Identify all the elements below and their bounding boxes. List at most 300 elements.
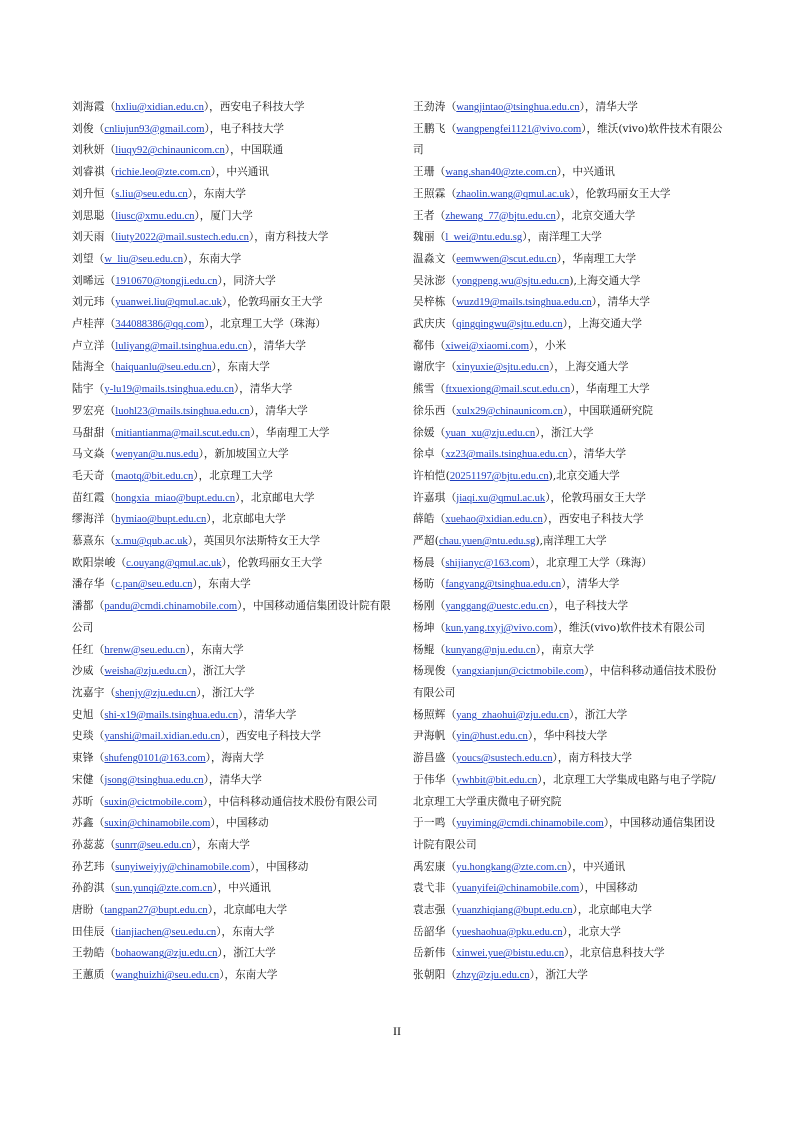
contributor-affiliation: 浙江大学 (212, 686, 255, 699)
contributor-email-link[interactable]: kunyang@nju.edu.cn (445, 644, 536, 656)
contributor-email-link[interactable]: yu.hongkang@zte.com.cn (456, 861, 567, 873)
contributor-email-link[interactable]: yuanyifei@chinamobile.com (456, 883, 580, 895)
contributor-email-link[interactable]: zhaolin.wang@qmul.ac.uk (456, 188, 570, 200)
contributor-affiliation: 中国移动 (595, 882, 638, 895)
close-paren: ）， (210, 817, 227, 830)
contributor-email-link[interactable]: shufeng0101@163.com (104, 753, 206, 765)
contributor-name: 潘都 (72, 600, 94, 613)
open-paren: （ (445, 252, 457, 265)
contributor-email-link[interactable]: yuan_xu@zju.edu.cn (445, 427, 536, 439)
close-paren: ）， (535, 426, 552, 439)
contributor-email-link[interactable]: ywhbit@bit.edu.cn (456, 774, 538, 786)
contributor-affiliation: 维沃(vivo)软件技术有限公司 (569, 621, 705, 634)
close-paren: ）， (185, 643, 202, 656)
close-paren: ）， (203, 101, 220, 113)
contributor-affiliation: 东南大学 (208, 578, 251, 591)
contributor-email-link[interactable]: youcs@sustech.edu.cn (456, 753, 553, 765)
open-paren: （ (104, 426, 116, 439)
contributor-affiliation: 中国联通 (240, 144, 284, 157)
contributor-email-link[interactable]: suxin@cictmobile.com (104, 796, 203, 808)
contributor-entry (72, 574, 392, 596)
contributor-email-link[interactable]: 344088386@qq.com (115, 319, 205, 331)
contributor-email-link[interactable]: tianjiachen@seu.edu.cn (115, 926, 217, 938)
contributor-affiliation: 北京信息科技大学 (579, 947, 665, 960)
contributor-email-link[interactable]: shijianyc@163.com (445, 557, 531, 569)
contributor-name: 苏鑫 (72, 817, 94, 830)
contributor-entry (72, 835, 392, 857)
close-paren: ）， (183, 252, 199, 265)
contributor-email-link[interactable]: wenyan@u.nus.edu (115, 449, 199, 461)
open-paren: （ (93, 817, 105, 830)
contributor-email-link[interactable]: bohaowang@zju.edu.cn (115, 948, 218, 960)
contributor-email-link[interactable]: yangxianjun@cictmobile.com (456, 666, 585, 678)
contributor-email-link[interactable]: liuqy92@chinaunicom.cn (115, 145, 225, 157)
close-paren: ）， (542, 513, 559, 526)
contributor-email-link[interactable]: zhewang_77@bjtu.edu.cn (445, 210, 556, 222)
open-paren: （ (104, 318, 116, 331)
contributor-email-link[interactable]: l_wei@ntu.edu.sg (445, 232, 523, 244)
contributor-name: 岳新伟 (413, 947, 446, 960)
contributor-affiliation: 西安电子科技大学 (236, 730, 321, 743)
contributor-email-link[interactable]: yuanwei.liu@qmul.ac.uk (115, 297, 222, 309)
contributor-email-link[interactable]: zhzy@zju.edu.cn (456, 970, 530, 982)
open-paren: （ (104, 578, 116, 591)
contributor-name: 孙艺玮 (72, 860, 105, 873)
open-paren: （ (434, 643, 446, 656)
contributor-affiliation: 中兴通讯 (582, 860, 626, 873)
open-paren: （ (104, 969, 116, 982)
close-paren: ）， (584, 665, 600, 678)
contributor-affiliation: 电子科技大学 (564, 600, 629, 613)
open-paren: （ (445, 752, 457, 765)
contributor-entry (72, 531, 392, 553)
contributor-email-link[interactable]: c.ouyang@qmul.ac.uk (126, 557, 222, 569)
contributor-name: 游昌盛 (413, 752, 446, 765)
close-paren: ）， (529, 969, 546, 982)
contributor-email-link[interactable]: yuanzhiqiang@bupt.edu.cn (456, 905, 573, 917)
close-paren: ）， (579, 101, 596, 113)
contributor-affiliation: 东南大学 (232, 925, 275, 938)
open-paren: （ (104, 469, 116, 482)
contributor-affiliation: 北京交通大学 (556, 469, 620, 482)
contributor-affiliation: 清华大学 (253, 708, 297, 721)
contributor-email-link[interactable]: xulx29@chinaunicom.cn (456, 405, 563, 417)
contributor-affiliation: 中信科移动通信技术股份有限公司 (413, 665, 717, 699)
contributor-name: 刘升恒 (72, 187, 105, 200)
contributor-email-link[interactable]: pandu@cmdi.chinamobile.com (104, 601, 238, 613)
contributor-name: 禹宏康 (413, 860, 446, 873)
contributor-affiliation: 清华大学 (595, 101, 638, 113)
contributor-email-link[interactable]: hongxia_miao@bupt.edu.cn (115, 492, 236, 504)
contributor-affiliation: 南洋理工大学 (543, 535, 607, 548)
contributor-affiliation: 海南大学 (221, 752, 264, 765)
close-paren: ）， (556, 252, 573, 265)
open-paren: （ (434, 209, 446, 222)
close-paren: ）， (216, 925, 233, 938)
contributor-affiliation: 厦门大学 (210, 209, 253, 222)
contributor-name: 刘晞远 (72, 274, 105, 287)
contributor-entry (72, 965, 392, 987)
contributor-email-link[interactable]: yanshi@mail.xidian.edu.cn (104, 731, 221, 743)
contributor-entry (72, 401, 392, 423)
contributor-email-link[interactable]: wang.shan40@zte.com.cn (445, 167, 557, 179)
open-paren: （ (104, 404, 116, 417)
close-paren: ）， (548, 600, 565, 613)
contributor-email-link[interactable]: wangpengfei1121@vivo.com (456, 123, 582, 135)
close-paren: ）， (204, 122, 221, 135)
contributor-email-link[interactable]: jsong@tsinghua.edu.cn (104, 774, 204, 786)
contributor-entry (413, 531, 723, 553)
contributor-entry (413, 857, 723, 879)
contributor-affiliation: 中信科移动通信技术股份有限公司 (218, 795, 378, 808)
contributor-entry (72, 357, 392, 379)
contributor-name: 刘睿祺 (72, 166, 105, 179)
close-paren: ）， (187, 535, 204, 548)
open-paren: （ (445, 665, 457, 678)
open-paren: （ (93, 252, 105, 265)
contributor-name: 刘天雨 (72, 231, 105, 244)
contributor-affiliation: 英国贝尔法斯特女王大学 (203, 535, 321, 548)
open-paren: （ (445, 296, 457, 309)
close-paren: ）， (205, 752, 222, 765)
close-paren: ）， (581, 122, 598, 135)
contributor-entry (413, 813, 723, 856)
close-paren: ）， (193, 469, 210, 482)
contributor-name: 欧阳崇峻 (72, 556, 116, 569)
contributor-email-link[interactable]: hymiao@bupt.edu.cn (115, 514, 207, 526)
close-paren: ）， (233, 383, 250, 396)
contributor-name: 孙韵淇 (72, 882, 105, 895)
contributor-name: 杨刚 (413, 600, 435, 613)
contributor-affiliation: 东南大学 (207, 838, 250, 851)
contributor-name: 杨晨 (413, 556, 435, 569)
close-paren: ）， (549, 361, 565, 374)
contributor-entry (72, 813, 392, 835)
contributor-email-link[interactable]: tangpan27@bupt.edu.cn (104, 905, 208, 917)
contributor-email-link[interactable]: yang_zhaohui@zju.edu.cn (456, 709, 569, 721)
open-paren: （ (93, 708, 105, 721)
open-paren: （ (104, 296, 116, 309)
contributor-entry (413, 661, 723, 704)
open-paren: （ (434, 600, 446, 613)
contributor-affiliation: 浙江大学 (584, 708, 628, 721)
contributor-affiliation: 清华大学 (576, 578, 620, 591)
contributor-name: 王珊 (413, 166, 435, 179)
open-paren: （ (445, 860, 457, 873)
contributor-email-link[interactable]: ftxuexiong@mail.scut.edu.cn (445, 384, 571, 396)
contributor-email-link[interactable]: xiwei@xiaomi.com (445, 340, 529, 352)
contributor-entry (413, 292, 723, 314)
contributor-entry (413, 119, 723, 162)
contributor-name: 刘望 (72, 252, 94, 265)
contributor-affiliation: 东南大学 (198, 252, 242, 265)
contributor-name: 卢立洋 (72, 339, 105, 352)
open-paren: （ (93, 795, 105, 808)
open-paren: （ (104, 491, 116, 504)
close-paren: ）， (567, 448, 584, 461)
contributor-email-link[interactable]: s.liu@seu.edu.cn (115, 188, 188, 200)
open-paren: （ (104, 274, 116, 287)
close-paren: ）， (217, 947, 234, 960)
contributor-name: 于一鸣 (413, 817, 446, 830)
contributor-affiliation: 浙江大学 (233, 947, 276, 960)
contributor-name: 袁弋非 (413, 882, 446, 895)
open-paren: （ (445, 274, 457, 287)
contributor-entry (413, 357, 723, 379)
contributor-entry (413, 162, 723, 184)
contributor-entry (413, 618, 723, 640)
contributor-entry (413, 271, 723, 293)
close-paren: ）， (564, 947, 580, 960)
contributor-email-link[interactable]: jiaqi.xu@qmul.ac.uk (456, 492, 546, 504)
contributor-name: 王蕙质 (72, 969, 105, 982)
contributor-name: 魏丽 (413, 231, 435, 244)
contributor-email-link[interactable]: qingqingwu@sjtu.edu.cn (456, 319, 563, 331)
contributor-entry (72, 314, 392, 336)
contributor-name: 刘思聪 (72, 209, 105, 222)
contributor-entry (413, 770, 723, 813)
contributor-name: 岳韶华 (413, 925, 446, 938)
contributor-email-link[interactable]: w_liu@seu.edu.cn (104, 253, 183, 265)
contributor-name: 刘元玮 (72, 296, 105, 309)
contributor-name: 孙蕊蕊 (72, 838, 105, 851)
open-paren: （ (104, 686, 116, 699)
contributor-affiliation: 北京理工大学 (209, 469, 273, 482)
close-paren: ）， (553, 621, 570, 634)
close-paren: ）， (204, 318, 221, 331)
close-paren: ）， (211, 361, 228, 374)
contributor-entry (413, 640, 723, 662)
open-paren: （ (445, 404, 457, 417)
contributor-affiliation: 西安电子科技大学 (219, 101, 305, 113)
contributor-name: 慕熹东 (72, 535, 105, 548)
contributor-affiliation: 上海交通大学 (578, 318, 643, 331)
contributor-affiliation: 清华大学 (265, 404, 308, 417)
contributor-name: 吴梓栋 (413, 296, 446, 309)
open-paren: （ (93, 752, 105, 765)
contributor-name: 许柏恺 (413, 469, 446, 482)
open-paren: （ (445, 969, 457, 982)
contributor-affiliation: 东南大学 (235, 969, 278, 982)
close-paren: ）， (238, 708, 254, 721)
contributor-email-link[interactable]: shi-x19@mails.tsinghua.edu.cn (104, 709, 239, 721)
contributor-entry (72, 292, 392, 314)
open-paren: （ (445, 817, 457, 830)
close-paren: ), (569, 274, 577, 287)
open-paren: （ (434, 383, 446, 396)
contributor-email-link[interactable]: y-lu19@mails.tsinghua.edu.cn (104, 384, 234, 396)
contributor-email-link[interactable]: eemwwen@scut.edu.cn (456, 253, 557, 265)
close-paren: ）， (570, 383, 587, 396)
contributor-email-link[interactable]: x.mu@qub.ac.uk (115, 536, 188, 548)
open-paren: （ (445, 904, 457, 917)
contributor-email-link[interactable]: c.pan@seu.edu.cn (115, 579, 193, 591)
close-paren: ）， (207, 904, 224, 917)
contributor-email-link[interactable]: hxliu@xidian.edu.cn (115, 102, 204, 113)
contributor-email-link[interactable]: yueshaohua@pku.edu.cn (456, 926, 563, 938)
open-paren: （ (104, 860, 116, 873)
contributor-affiliation: 南京大学 (551, 643, 595, 656)
open-paren: （ (445, 187, 457, 200)
contributor-affiliation: 清华大学 (263, 339, 306, 352)
close-paren: ）， (202, 795, 219, 808)
open-paren: （ (104, 101, 116, 113)
contributor-affiliation: 中国移动 (226, 817, 269, 830)
contributor-affiliation: 浙江大学 (551, 426, 594, 439)
contributor-email-link[interactable]: wanghuizhi@seu.edu.cn (115, 970, 220, 982)
open-paren: （ (434, 166, 446, 179)
open-paren: （ (104, 947, 116, 960)
contributor-name: 徐媛 (413, 426, 435, 439)
contributor-email-link[interactable]: sunyiweiyjy@chinamobile.com (115, 861, 251, 873)
contributor-name: 郗伟 (413, 339, 435, 352)
contributor-email-link[interactable]: suxin@chinamobile.com (104, 818, 211, 830)
contributor-affiliation: 南洋理工大学 (538, 231, 602, 244)
close-paren: ）， (237, 600, 254, 613)
contributor-affiliation: 同济大学 (233, 274, 276, 287)
contributor-name: 潘存华 (72, 578, 105, 591)
contributor-affiliation: 北京理工大学（珠海） (220, 318, 327, 331)
contributor-email-link[interactable]: liusc@xmu.edu.cn (115, 210, 195, 222)
contributor-entry (72, 162, 392, 184)
contributor-entry (413, 401, 723, 423)
open-paren: ( (434, 535, 439, 548)
contributor-entry (72, 444, 392, 466)
contributor-entry (72, 878, 392, 900)
contributor-email-link[interactable]: sun.yunqi@zte.com.cn (115, 883, 213, 895)
close-paren: ）， (248, 231, 265, 244)
open-paren: （ (434, 621, 446, 634)
contributor-email-link[interactable]: wuzd19@mails.tsinghua.edu.cn (456, 297, 592, 309)
contributor-affiliation: 清华大学 (583, 448, 627, 461)
contributor-entry (72, 466, 392, 488)
contributor-email-link[interactable]: haiquanlu@seu.edu.cn (115, 362, 212, 374)
close-paren: ）， (235, 491, 251, 504)
contributor-affiliation: 清华大学 (219, 773, 262, 786)
contributor-affiliation: 华南理工大学 (572, 252, 637, 265)
contributor-name: 马甜甜 (72, 426, 105, 439)
contributor-affiliation: 北京交通大学 (571, 209, 636, 222)
contributor-email-link[interactable]: yongpeng.wu@sjtu.edu.cn (456, 275, 570, 287)
contributor-name: 苗红霞 (72, 491, 105, 504)
open-paren: （ (434, 578, 446, 591)
contributor-affiliation: 北京理工大学（珠海） (546, 556, 652, 569)
open-paren: （ (445, 730, 457, 743)
contributor-entry (72, 705, 392, 727)
open-paren: （ (445, 491, 457, 504)
contributor-email-link[interactable]: 20251197@bjtu.edu.cn (449, 470, 549, 482)
contributor-email-link[interactable]: hrenw@seu.edu.cn (104, 644, 186, 656)
contributor-affiliation: 伦敦玛丽女王大学 (585, 187, 671, 200)
contributor-email-link[interactable]: luohl23@mails.tsinghua.edu.cn (115, 405, 250, 417)
contributor-entry (72, 640, 392, 662)
contributor-entry (413, 423, 723, 445)
contributor-entry (413, 596, 723, 618)
contributor-name: 杨坤 (413, 621, 435, 634)
contributor-name: 尹海帆 (413, 730, 446, 743)
contributor-affiliation: 中兴通讯 (228, 882, 271, 895)
open-paren: （ (93, 904, 105, 917)
open-paren: （ (445, 122, 457, 135)
open-paren: （ (445, 925, 457, 938)
contributor-affiliation: 伦敦玛丽女王大学 (237, 296, 323, 309)
contributor-entry (72, 792, 392, 814)
contributor-email-link[interactable]: shenjy@zju.edu.cn (115, 687, 197, 699)
contributor-affiliation: 电子科技大学 (220, 122, 284, 135)
close-paren: ）， (527, 730, 544, 743)
contributor-email-link[interactable]: 1910670@tongji.edu.cn (115, 275, 218, 287)
close-paren: ）， (537, 773, 554, 786)
contributor-name: 陆宇 (72, 383, 94, 396)
contributor-email-link[interactable]: maotq@bit.edu.cn (115, 470, 194, 482)
contributor-email-link[interactable]: xinwei.yue@bistu.edu.cn (456, 948, 565, 960)
contributor-affiliation: 北京邮电大学 (222, 513, 286, 526)
contributor-entry (72, 748, 392, 770)
close-paren: ）， (529, 339, 545, 352)
contributor-name: 史琰 (72, 730, 94, 743)
contributor-email-link[interactable]: wangjintao@tsinghua.edu.cn (456, 102, 580, 113)
contributor-email-link[interactable]: richie.leo@zte.com.cn (115, 167, 211, 179)
close-paren: ）， (187, 665, 203, 678)
contributor-affiliation: 中国移动 (265, 860, 309, 873)
contributor-email-link[interactable]: xuehao@xidian.edu.cn (445, 514, 543, 526)
contributor-affiliation: 小米 (544, 339, 567, 352)
close-paren: ）， (569, 187, 586, 200)
contributor-entry (413, 965, 723, 987)
contributor-email-link[interactable]: cnliujun93@gmail.com (104, 123, 205, 135)
close-paren: ）， (221, 296, 238, 309)
open-paren: （ (434, 513, 446, 526)
open-paren: （ (93, 643, 105, 656)
contributor-email-link[interactable]: weisha@zju.edu.cn (104, 666, 188, 678)
close-paren: ）， (217, 274, 234, 287)
contributor-affiliation: 华南理工大学 (586, 383, 650, 396)
open-paren: （ (445, 318, 457, 331)
contributor-entry (413, 705, 723, 727)
contributor-name: 田佳辰 (72, 925, 105, 938)
contributor-affiliation: 北京大学 (578, 925, 621, 938)
contributor-affiliation: 北京邮电大学 (223, 904, 288, 917)
contributor-name: 温淼文 (413, 252, 446, 265)
contributor-name: 缪海洋 (72, 513, 105, 526)
contributor-entry (72, 770, 392, 792)
contributor-affiliation: 北京邮电大学 (250, 491, 315, 504)
contributor-entry (413, 553, 723, 575)
contributor-affiliation: 中兴通讯 (572, 166, 615, 179)
page-number: II (393, 1024, 401, 1038)
contributor-email-link[interactable]: mitiantianma@mail.scut.edu.cn (115, 427, 251, 439)
contributor-email-link[interactable]: xinyuxie@sjtu.edu.cn (456, 362, 550, 374)
contributor-email-link[interactable]: yanggang@uestc.edu.cn (445, 601, 549, 613)
contributor-entry (72, 943, 392, 965)
contributor-email-link[interactable]: xz23@mails.tsinghua.edu.cn (445, 449, 568, 461)
contributor-email-link[interactable]: yuyiming@cmdi.chinamobile.com (456, 818, 604, 830)
contributor-email-link[interactable]: kun.yang.txyj@vivo.com (445, 622, 554, 634)
contributor-email-link[interactable]: sunrr@seu.edu.cn (115, 839, 192, 851)
open-paren: （ (93, 730, 105, 743)
close-paren: ）， (203, 773, 220, 786)
close-paren: ）， (249, 404, 266, 417)
contributor-email-link[interactable]: liuty2022@mail.sustech.edu.cn (115, 232, 249, 244)
contributor-email-link[interactable]: yin@hust.edu.cn (456, 731, 528, 743)
contributor-email-link[interactable]: fangyang@tsinghua.edu.cn (445, 579, 562, 591)
close-paren: ）， (196, 686, 213, 699)
contributor-name: 谢欣宇 (413, 361, 446, 374)
open-paren: （ (445, 947, 457, 960)
contributor-email-link[interactable]: chau.yuen@ntu.edu.sg (438, 536, 536, 548)
contributor-email-link[interactable]: luliyang@mail.tsinghua.edu.cn (115, 340, 248, 352)
contributor-name: 唐盼 (72, 904, 94, 917)
